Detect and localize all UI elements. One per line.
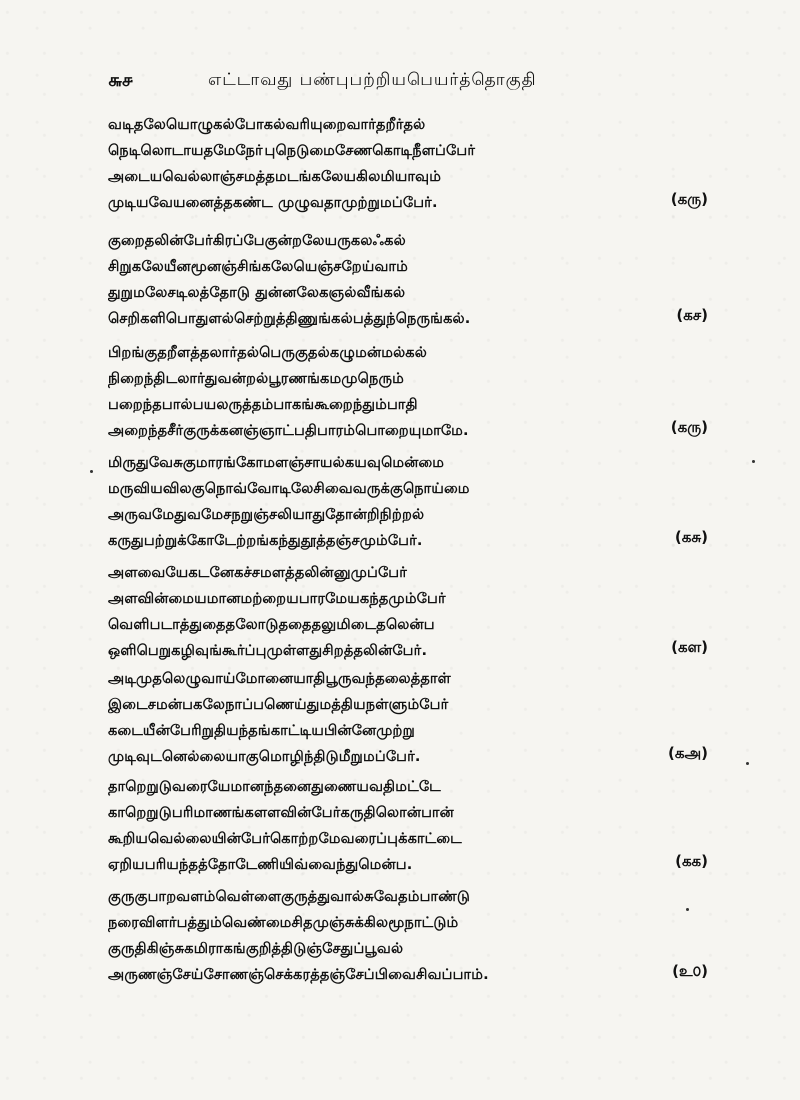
verse-line: மருவியவிலகுநொவ்வோடிலேசிவைவருக்குநொய்மை — [108, 481, 470, 497]
verse-line: முடியவேயனைத்தகண்ட முழுவதாமுற்றுமப்பேர். — [108, 195, 438, 211]
verse-number: (கரு) — [670, 418, 708, 436]
verse-8 — [108, 884, 708, 988]
verse-line: கூறியவெல்லையின்பேர்கொற்றமேவரைப்புக்காட்டை — [108, 831, 462, 847]
verse-line: ஏறியபரியந்தத்தோடேணியிவ்வைந்துமென்ப. — [108, 857, 413, 873]
verse-number: (கள) — [671, 638, 708, 656]
verse-line: ஒளிபெறுகழிவுங்கூர்ப்புமுள்ளதுசிறத்தலின்பேர். — [108, 643, 428, 659]
verse-line: அருணஞ்சேய்சோணஞ்செக்கரத்தஞ்சேப்பிவைசிவப்பாம். — [108, 967, 489, 983]
verse-3 — [108, 340, 708, 444]
verse-2 — [108, 228, 708, 332]
scan-speck — [686, 908, 689, 911]
verse-line: அடையவெல்லாஞ்சமத்தமடங்கலேயகிலமியாவும் — [108, 169, 442, 185]
verse-line: நரைவிளர்பத்தும்வெண்மைசிதமுஞ்சுக்கிலமூநாட்டும் — [108, 915, 459, 931]
verse-number: (கஅ) — [668, 744, 708, 762]
verse-line: காறெறுடுபரிமாணங்களளவின்பேர்கருதிலொன்பான் — [108, 805, 454, 821]
verse-6 — [108, 666, 708, 770]
verse-line: நெடிலொடாயதமேநோ்புநெடுமைசேணகொடிநீளப்பேர் — [108, 143, 476, 159]
verse-4 — [108, 450, 708, 554]
verse-line: கருதுபற்றுக்கோடேற்றங்கந்துதூத்தஞ்சமும்பேர். — [108, 533, 423, 549]
verse-line: குருகுபாறவளம்வெள்ளைகுருத்துவால்சுவேதம்பாண்டு — [108, 889, 471, 905]
section-title: எட்டாவது பண்புபற்றியபெயர்த்தொகுதி — [208, 70, 537, 90]
scan-speck — [752, 460, 755, 463]
verse-number: (உ௦) — [672, 962, 708, 980]
verse-line: அடிமுதலெழுவாய்மோனையாதிபூருவந்தலைத்தாள் — [108, 671, 451, 687]
scan-speck — [746, 762, 749, 765]
verse-line: அளவையேகடனேகச்சமளத்தலின்னுமுப்பேர் — [108, 565, 408, 581]
verse-line: அளவின்மையமானமற்றையபாரமேயகந்தமும்பேர் — [108, 591, 446, 607]
verse-line: சிறுகலேயீனமூனஞ்சிங்கலேயெஞ்சறேய்வாம் — [108, 259, 408, 275]
verse-7 — [108, 774, 708, 878]
verse-line: மிருதுவேசுகுமாரங்கோமளஞ்சாயல்கயவுமென்மை — [108, 455, 445, 471]
verse-line: அருவமேதுவமேசநறுஞ்சலியாதுதோன்றிநிற்றல் — [108, 507, 425, 523]
verse-line: குறைதலின்பேர்கிரப்பேகுன்றலேயருகலஃகல் — [108, 233, 406, 249]
verse-number: (கசு) — [674, 528, 708, 546]
verse-line: கடையீன்பேரிறுதியந்தங்காட்டியபின்னேமுற்று — [108, 723, 415, 739]
verse-line: குருதிகிஞ்சுகமிராகங்குறித்திடுஞ்சேதுப்பூவல் — [108, 941, 404, 957]
verse-line: நிறைந்திடலார்துவன்றல்பூரணங்கமமுநெரும் — [108, 371, 404, 387]
verse-5 — [108, 560, 708, 664]
verse-line: வெளிபடாத்துதைதலோடுததைதலுமிடைதலென்ப — [108, 617, 435, 633]
page-number: ௬௪ — [108, 69, 133, 91]
verse-line: அறைந்தசீர்குருக்கனஞ்ஞாட்பதிபாரம்பொறையுமாமே. — [108, 423, 469, 439]
verse-line: துறுமலேசடிலத்தோடு துன்னலேகஞல்வீங்கல் — [108, 285, 406, 301]
verse-number: (கரு) — [670, 190, 708, 208]
verse-line: பறைந்தபால்பயலருத்தம்பாகங்கூறைந்தும்பாதி — [108, 397, 418, 413]
verse-number: (கக) — [675, 852, 708, 870]
verse-number: (கச) — [676, 306, 708, 324]
verse-line: தாறெறுடுவரையேமானந்தனைதுணையவதிமட்டே — [108, 779, 441, 795]
verse-line: பிறங்குதறீளத்தலார்தல்பெருகுதல்கழுமன்மல்கல் — [108, 345, 428, 361]
scan-speck — [90, 470, 93, 473]
verse-line: வடிதலேயொழுகல்போகல்வரியுறைவார்தறீர்தல் — [108, 117, 426, 133]
verse-line: முடிவுடனெல்லையாகுமொழிந்திடுமீறுமப்பேர். — [108, 749, 421, 765]
page-header — [108, 64, 708, 98]
verse-line: செறிகளிபொதுளல்செற்றுத்திணுங்கல்பத்துந்நெருங்கல். — [108, 311, 471, 327]
verse-1 — [108, 112, 708, 216]
verse-line: இடைசமன்பகலேநாப்பணெய்துமத்தியநள்ளும்பேர் — [108, 697, 449, 713]
